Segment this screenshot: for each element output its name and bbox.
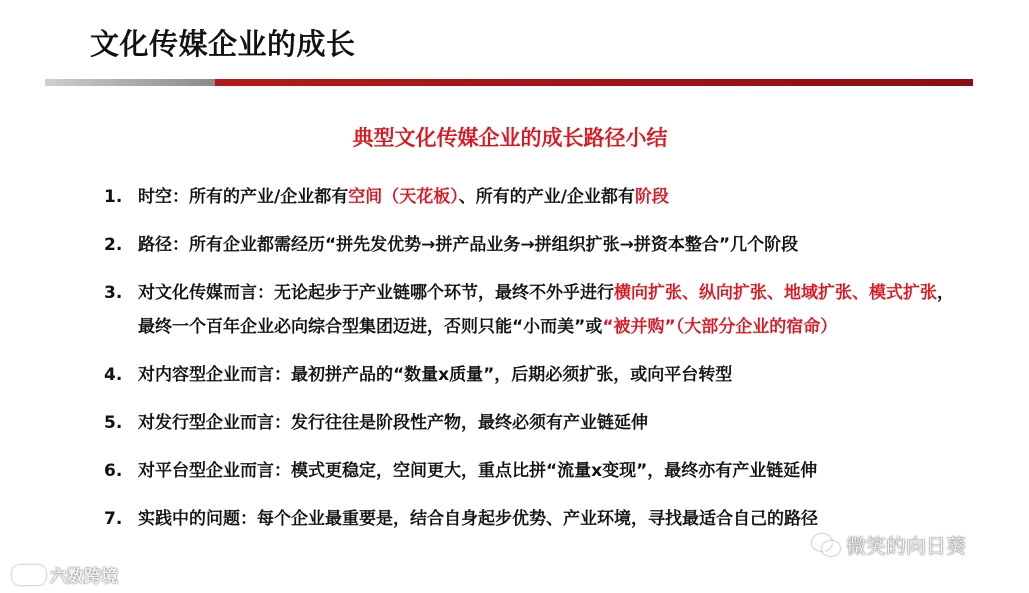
body-text: 对内容型企业而言：最初拼产品的“数量x质量”，后期必须扩张，或向平台转型 <box>138 365 733 385</box>
list-item <box>104 358 964 392</box>
watermark-logo-icon <box>12 565 46 585</box>
list-item-text <box>138 228 964 262</box>
summary-list <box>104 180 964 550</box>
list-item <box>104 406 964 440</box>
highlight-text: 空间（天花板） <box>348 187 459 207</box>
body-text: 实践中的问题：每个企业最重要是，结合自身起步优势、产业环境，寻找最适合自己的路径 <box>138 509 818 529</box>
watermark-right-text: 微笑的向日葵 <box>846 534 966 558</box>
list-item <box>104 276 964 344</box>
list-item-text <box>138 454 964 488</box>
title-divider-gray <box>45 79 215 86</box>
body-text: 时空：所有的产业/企业都有 <box>138 187 349 207</box>
body-text: 路径：所有企业都需经历“拼先发优势→拼产品业务→拼组织扩张→拼资本整合”几个阶段 <box>138 235 799 255</box>
body-text: 对发行型企业而言：发行往往是阶段性产物，最终必须有产业链延伸 <box>138 413 648 433</box>
list-item-text <box>138 276 964 344</box>
body-text: 对文化传媒而言：无论起步于产业链哪个环节，最终不外乎进行 <box>138 283 614 303</box>
watermark-left <box>12 562 118 587</box>
highlight-text: 横向扩张、纵向扩张、地域扩张、模式扩张 <box>614 283 937 303</box>
list-item-number: 7. <box>104 509 123 529</box>
list-item-number: 5. <box>104 413 123 433</box>
list-item <box>104 228 964 262</box>
body-text: ，最终一个百年企业必向综合型集团迈进，否则只能“小而美”或 <box>138 283 954 337</box>
title-divider-red <box>215 79 973 86</box>
list-item-number: 4. <box>104 365 123 385</box>
list-item-number: 1. <box>104 187 123 207</box>
watermark-left-text: 六数跨境 <box>50 567 118 587</box>
list-item <box>104 180 964 214</box>
list-item <box>104 454 964 488</box>
wechat-icon <box>812 534 840 556</box>
body-text: 、所有的产业/企业都有 <box>458 187 635 207</box>
section-subtitle: 典型文化传媒企业的成长路径小结 <box>352 126 668 150</box>
slide-title: 文化传媒企业的成长 <box>90 27 356 61</box>
highlight-text: 阶段 <box>634 187 669 207</box>
list-item-text <box>138 180 964 214</box>
list-item-number: 2. <box>104 235 123 255</box>
list-item-number: 3. <box>104 283 123 303</box>
title-divider-bar <box>45 79 973 86</box>
body-text: 对平台型企业而言：模式更稳定，空间更大，重点比拼“流量x变现”，最终亦有产业链延伸 <box>138 461 818 481</box>
list-item-text <box>138 406 964 440</box>
list-item-text <box>138 358 964 392</box>
list-item-number: 6. <box>104 461 123 481</box>
watermark-right <box>812 530 966 559</box>
highlight-text: “被并购”（大部分企业的宿命） <box>602 317 838 337</box>
